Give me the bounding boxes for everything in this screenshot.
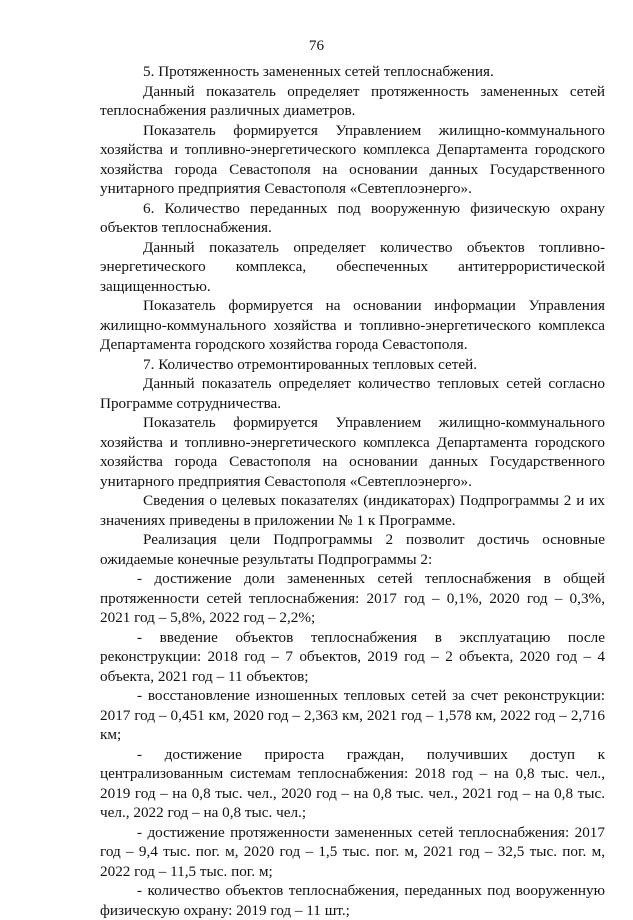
paragraph-heading-7: 7. Количество отремонтированных тепловых сетей. bbox=[143, 355, 478, 373]
paragraph: Показатель формируется на основании информации Управления жилищно-коммунального хозяйства и топливно-энергетического комплекса Департамента городского хозяйства города Севастополя. bbox=[100, 297, 605, 353]
result-list-item: - достижение прироста граждан, получивших доступ к централизованным системам теплоснабжения: 2018 год – на 0,8 тыс. чел., 2019 год – на 0,8 тыс. чел., 2020 год – на 0,8 тыс. чел., 2021 год – на 0,8 тыс. чел., 2022 год – на 0,8 тыс. чел.; bbox=[100, 745, 605, 821]
result-list-item: - восстановление изношенных тепловых сетей за счет реконструкции: 2017 год – 0,451 км, 2020 год – 2,363 км, 2021 год – 1,578 км, 2022 год – 2,716 км; bbox=[100, 687, 605, 743]
result-list-item: - достижение доли замененных сетей теплоснабжения в общей протяженности сетей теплоснабжения: 2017 год – 0,1%, 2020 год – 0,3%, 2021 год – 5,8%, 2022 год – 2,2%; bbox=[100, 570, 605, 626]
paragraph-heading-5: 5. Протяженность замененных сетей теплоснабжения. bbox=[143, 63, 494, 80]
paragraph: Данный показатель определяет количество тепловых сетей согласно Программе сотрудничества. bbox=[100, 375, 605, 412]
result-list-item: - введение объектов теплоснабжения в эксплуатацию после реконструкции: 2018 год – 7 объектов, 2019 год – 2 объекта, 2020 год – 4 объекта, 2021 год – 11 объектов; bbox=[100, 628, 605, 685]
paragraph: Реализация цели Подпрограммы 2 позволит достичь основные ожидаемые конечные результаты Подпрограммы 2: bbox=[100, 531, 605, 568]
paragraph: Показатель формируется Управлением жилищно-коммунального хозяйства и топливно-энергетического комплекса Департамента городского хозяйства города Севастополя на основании данных Государственного унитарного предприятия Севастополя «Севтеплоэнерго». bbox=[100, 121, 605, 197]
result-list-item: - достижение протяженности замененных сетей теплоснабжения: 2017 год – 9,4 тыс. пог. м, 2020 год – 1,5 тыс. пог. м, 2021 год – 32,5 тыс. пог. м, 2022 год – 11,5 тыс. пог. м; bbox=[100, 823, 605, 880]
paragraph: Сведения о целевых показателях (индикаторах) Подпрограммы 2 и их значениях приведены в приложении № 1 к Программе. bbox=[100, 492, 605, 529]
paragraph: Данный показатель определяет количество объектов топливно-энергетического комплекса, обеспеченных антитеррористической защищенностью. bbox=[100, 238, 605, 295]
paragraph: Данный показатель определяет протяженность замененных сетей теплоснабжения различных диаметров. bbox=[100, 82, 605, 119]
document-body bbox=[100, 62, 605, 920]
result-list-item: - количество объектов теплоснабжения, переданных под вооруженную физическую охрану: 2019 год – 11 шт.; bbox=[100, 882, 605, 919]
page-number: 76 bbox=[308, 37, 325, 54]
paragraph: Показатель формируется Управлением жилищно-коммунального хозяйства и топливно-энергетического комплекса Департамента городского хозяйства города Севастополя на основании данных Государственного унитарного предприятия Севастополя «Севтеплоэнерго». bbox=[100, 414, 605, 490]
paragraph-heading-6: 6. Количество переданных под вооруженную физическую охрану объектов теплоснабжения. bbox=[100, 199, 605, 236]
